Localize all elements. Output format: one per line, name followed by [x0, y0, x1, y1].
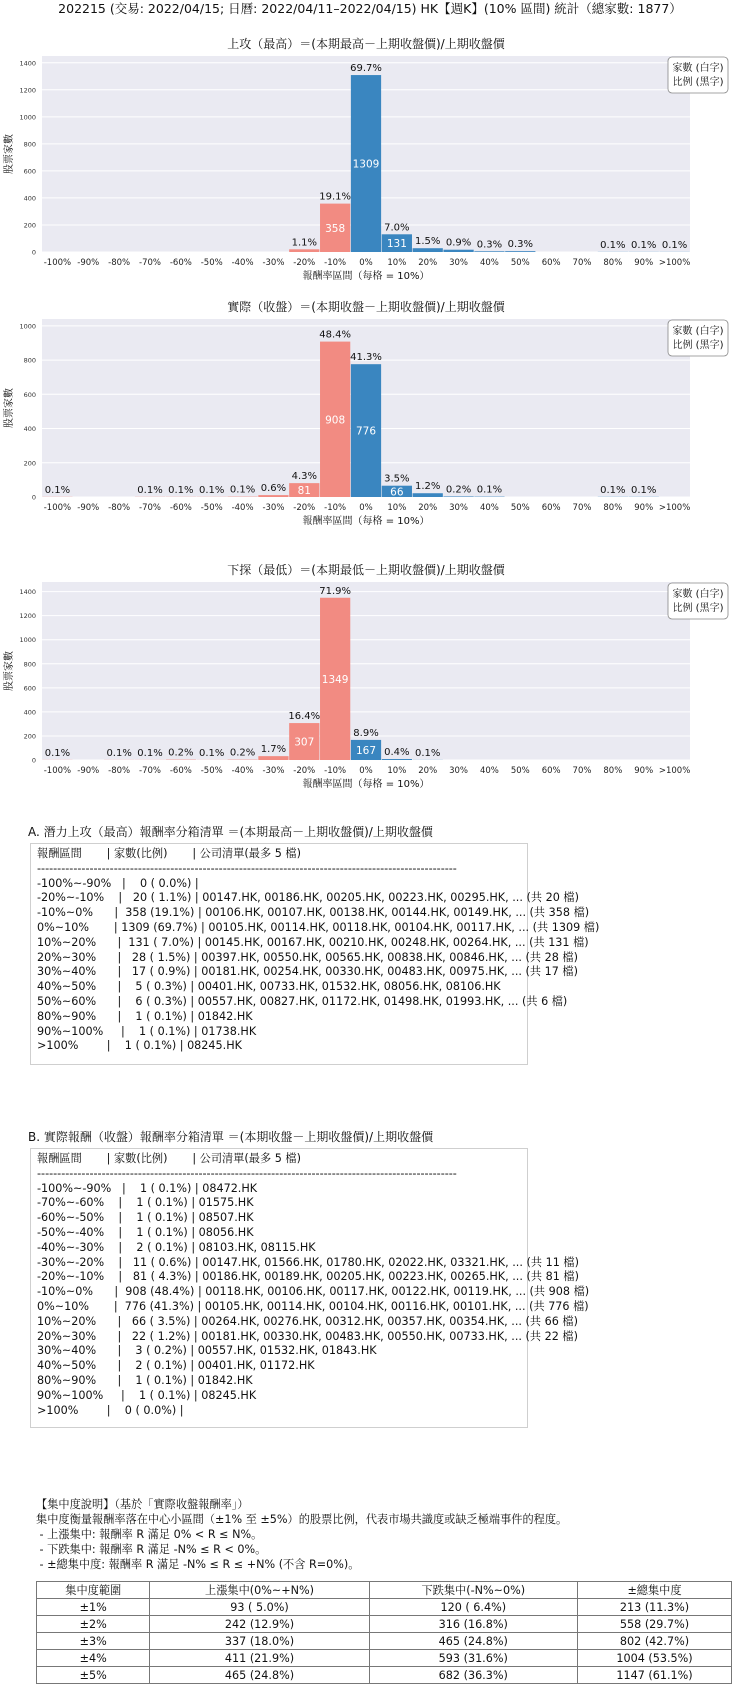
bar-pct-label: 69.7%: [350, 63, 382, 75]
x-tick-label: >100%: [658, 503, 691, 513]
bar: [258, 756, 288, 760]
table-header-cell: ±總集中度: [578, 1582, 732, 1599]
list-b-row: -40%~-30% | 2 ( 0.1%) | 08103.HK, 08115.HK: [37, 1240, 316, 1254]
bar-pct-label: 0.1%: [600, 484, 626, 496]
legend-text: 比例 (黑字): [672, 77, 724, 88]
list-a-row: 90%~100% | 1 ( 0.1%) | 01738.HK: [37, 1024, 257, 1038]
list-b-row: -20%~-10% | 81 ( 4.3%) | 00186.HK, 00189.HK, 00205.HK, 00223.HK, 00265.HK, ... (共 81 檔): [37, 1270, 579, 1284]
bar-pct-label: 1.5%: [415, 236, 441, 248]
x-tick-label: -90%: [77, 766, 100, 776]
table-cell: 558 (29.7%): [578, 1616, 732, 1633]
y-tick-label: 600: [23, 684, 36, 693]
list-b-row: 20%~30% | 22 ( 1.2%) | 00181.HK, 00330.HK, 00483.HK, 00550.HK, 00733.HK, ... (共 22 檔): [37, 1329, 578, 1343]
bar-pct-label: 0.3%: [476, 239, 503, 251]
x-tick-label: -80%: [108, 503, 131, 513]
y-tick-label: 400: [23, 425, 36, 434]
bar-pct-label: 16.4%: [288, 711, 321, 723]
x-axis-label: 報酬率區間（每格 = 10%）: [302, 271, 430, 282]
bar-count-label: 131: [386, 238, 407, 251]
bar-pct-label: 41.3%: [350, 352, 382, 364]
list-a-header: 報酬區間 | 家數(比例) | 公司清單(最多 5 檔): [37, 847, 301, 860]
bar-pct-label: 1.1%: [291, 237, 317, 249]
x-tick-label: 30%: [449, 503, 469, 513]
x-tick-label: 80%: [603, 766, 623, 776]
list-b-box: [30, 1148, 590, 1428]
table-cell: ±4%: [37, 1650, 150, 1667]
x-tick-label: 0%: [359, 503, 373, 513]
x-tick-label: 0%: [359, 258, 373, 268]
table-cell: 465 (24.8%): [369, 1633, 577, 1650]
legend-text: 家數 (白字): [672, 63, 724, 74]
bar-count-label: 776: [355, 425, 377, 438]
table-cell: 593 (31.6%): [369, 1650, 577, 1667]
concentration-note: - ±總集中度: 報酬率 R 滿足 -N% ≤ R ≤ +N% (不含 R=0%)。: [36, 1558, 360, 1571]
bar-pct-label: 0.1%: [44, 484, 71, 496]
list-a-row: -100%~-90% | 0 ( 0.0%) |: [37, 876, 199, 890]
x-tick-label: 50%: [510, 766, 530, 776]
bar-pct-label: 0.1%: [476, 484, 503, 496]
y-tick-label: 1400: [19, 59, 36, 68]
legend-text: 家數 (白字): [672, 589, 724, 600]
x-tick-label: 50%: [510, 503, 530, 513]
x-tick-label: 80%: [603, 258, 623, 268]
list-a-row: -10%~0% | 358 (19.1%) | 00106.HK, 00107.HK, 00138.HK, 00144.HK, 00149.HK, ... (共 358 檔): [37, 906, 590, 920]
x-tick-label: -40%: [231, 503, 254, 513]
y-tick-label: 0: [31, 248, 36, 257]
bar-pct-label: 0.2%: [229, 747, 256, 759]
x-tick-label: -100%: [43, 503, 72, 513]
list-b-rows: [37, 1181, 590, 1419]
page-title: 202215 (交易: 2022/04/15; 日曆: 2022/04/11–2022/04/15) HK【週K】(10% 區間) 統計（總家數: 1877）: [58, 1, 682, 16]
chart-close: [0, 297, 740, 547]
x-tick-label: -100%: [43, 766, 72, 776]
x-tick-label: -70%: [139, 503, 161, 513]
bar-pct-label: 0.1%: [631, 239, 657, 251]
y-tick-label: 600: [23, 390, 36, 399]
legend-text: 比例 (黑字): [672, 603, 724, 614]
bar-pct-label: 0.9%: [445, 237, 472, 249]
bar-pct-label: 0.1%: [199, 484, 225, 496]
bar: [382, 759, 412, 760]
bar-pct-label: 71.9%: [319, 585, 352, 597]
concentration-note: 集中度衡量報酬率落在中心小區間（±1% 至 ±5%）的股票比例，代表市場共識度或缺乏極端事件的程度。: [36, 1513, 568, 1526]
x-tick-label: 60%: [541, 766, 561, 776]
y-tick-label: 1000: [19, 113, 36, 122]
list-b-row: -10%~0% | 908 (48.4%) | 00118.HK, 00106.HK, 00117.HK, 00122.HK, 00119.HK, ... (共 908 檔): [37, 1285, 590, 1299]
list-a-row: 80%~90% | 1 ( 0.1%) | 01842.HK: [37, 1009, 253, 1023]
chart-high: [0, 34, 740, 284]
table-row: [37, 1650, 732, 1667]
bar-pct-label: 0.1%: [415, 747, 441, 759]
bar-pct-label: 0.1%: [137, 484, 163, 496]
bar: [413, 493, 443, 497]
y-axis-label: 股票家數: [4, 388, 15, 428]
bar-pct-label: 0.6%: [260, 483, 287, 495]
list-a-row: 0%~10% | 1309 (69.7%) | 00105.HK, 00114.HK, 00118.HK, 00104.HK, 00117.HK, ... (共 1309 檔): [37, 920, 600, 934]
x-tick-label: -100%: [43, 258, 72, 268]
list-b-header: 報酬區間 | 家數(比例) | 公司清單(最多 5 檔): [37, 1152, 301, 1165]
x-tick-label: -30%: [262, 766, 285, 776]
list-a-row: 10%~20% | 131 ( 7.0%) | 00145.HK, 00167.HK, 00210.HK, 00248.HK, 00264.HK, ... (共 131 檔): [37, 935, 589, 949]
table-cell: 120 ( 6.4%): [369, 1599, 577, 1616]
list-b-title: B. 實際報酬（收盤）報酬率分箱清單 ＝(本期收盤－上期收盤價)/上期收盤價: [28, 1130, 434, 1144]
table-cell: 213 (11.3%): [578, 1599, 732, 1616]
bar: [258, 495, 288, 497]
y-axis-label: 股票家數: [4, 134, 15, 174]
bar-count-label: 81: [297, 485, 311, 498]
y-tick-label: 200: [23, 459, 36, 468]
x-tick-label: -20%: [293, 766, 316, 776]
bar-pct-label: 0.1%: [631, 484, 657, 496]
list-a-rows: [37, 876, 600, 1055]
bar-pct-label: 0.2%: [445, 484, 472, 496]
x-tick-label: 80%: [603, 503, 623, 513]
list-b-row: -50%~-40% | 1 ( 0.1%) | 08056.HK: [37, 1225, 254, 1239]
bar-count-label: 1349: [321, 673, 349, 686]
x-tick-label: -40%: [231, 766, 254, 776]
table-row: [37, 1667, 732, 1684]
x-tick-label: -20%: [293, 503, 316, 513]
list-a-title: A. 潛力上攻（最高）報酬率分箱清單 ＝(本期最高－上期收盤價)/上期收盤價: [28, 825, 433, 839]
x-tick-label: 90%: [634, 258, 654, 268]
concentration-note: - 上漲集中: 報酬率 R 滿足 0% < R ≤ N%。: [36, 1528, 263, 1541]
legend-text: 家數 (白字): [672, 326, 724, 337]
bar-pct-label: 0.1%: [106, 747, 132, 759]
x-tick-label: >100%: [658, 258, 691, 268]
y-tick-label: 1400: [19, 588, 36, 597]
y-tick-label: 600: [23, 167, 36, 176]
x-tick-label: 40%: [479, 258, 499, 268]
x-tick-label: 70%: [572, 503, 592, 513]
x-tick-label: 70%: [572, 258, 592, 268]
table-row: [37, 1633, 732, 1650]
bar-pct-label: 0.1%: [168, 484, 194, 496]
list-a-divider: --------------------------------------------------------------------------------------------------------: [37, 861, 457, 875]
x-tick-label: 20%: [418, 258, 438, 268]
x-tick-label: -50%: [200, 258, 223, 268]
x-tick-label: -10%: [324, 503, 347, 513]
y-tick-label: 1000: [19, 322, 36, 331]
y-axis-label: 股票家數: [4, 651, 15, 691]
table-cell: 682 (36.3%): [369, 1667, 577, 1684]
list-a-box: [30, 843, 600, 1065]
bar-count-label: 66: [390, 486, 404, 499]
table-row: [37, 1616, 732, 1633]
x-tick-label: 70%: [572, 766, 592, 776]
y-tick-label: 1000: [19, 636, 36, 645]
bar-pct-label: 1.7%: [260, 744, 287, 756]
bar-pct-label: 0.1%: [137, 747, 163, 759]
list-b-row: -60%~-50% | 1 ( 0.1%) | 08507.HK: [37, 1211, 254, 1225]
list-a-row: 30%~40% | 17 ( 0.9%) | 00181.HK, 00254.HK, 00330.HK, 00483.HK, 00975.HK, ... (共 17 檔): [37, 965, 578, 979]
x-tick-label: 90%: [634, 766, 654, 776]
x-tick-label: >100%: [658, 766, 691, 776]
x-tick-label: 10%: [387, 258, 407, 268]
bar: [474, 251, 504, 252]
list-b-row: -100%~-90% | 1 ( 0.1%) | 08472.HK: [37, 1181, 258, 1195]
bar-count-label: 307: [294, 736, 315, 749]
x-tick-label: -30%: [262, 503, 285, 513]
x-tick-label: -70%: [139, 258, 161, 268]
list-b-row: >100% | 0 ( 0.0%) |: [37, 1403, 184, 1417]
table-cell: 465 (24.8%): [150, 1667, 369, 1684]
y-tick-label: 400: [23, 708, 36, 717]
concentration-table: [36, 1581, 732, 1684]
x-tick-label: 30%: [449, 766, 469, 776]
bar: [443, 496, 473, 497]
x-tick-label: -50%: [200, 766, 223, 776]
table-header-cell: 集中度範圍: [37, 1582, 150, 1599]
table-cell: ±3%: [37, 1633, 150, 1650]
x-tick-label: -90%: [77, 258, 100, 268]
y-tick-label: 1200: [19, 612, 36, 621]
x-tick-label: -80%: [108, 766, 131, 776]
table-cell: 802 (42.7%): [578, 1633, 732, 1650]
concentration-table-header: [37, 1582, 732, 1599]
x-tick-label: 40%: [479, 503, 499, 513]
list-a-row: 20%~30% | 28 ( 1.5%) | 00397.HK, 00550.HK, 00565.HK, 00838.HK, 00846.HK, ... (共 28 檔): [37, 950, 578, 964]
bar-pct-label: 3.5%: [384, 473, 410, 485]
table-cell: ±2%: [37, 1616, 150, 1633]
list-b-row: 80%~90% | 1 ( 0.1%) | 01842.HK: [37, 1373, 253, 1387]
x-tick-label: 0%: [359, 766, 373, 776]
y-tick-label: 0: [31, 756, 36, 765]
bar-pct-label: 0.2%: [168, 747, 194, 759]
legend-text: 比例 (黑字): [672, 340, 724, 351]
x-axis-label: 報酬率區間（每格 = 10%）: [302, 516, 430, 527]
list-b-row: 0%~10% | 776 (41.3%) | 00105.HK, 00114.HK, 00104.HK, 00116.HK, 00101.HK, ... (共 776 檔): [37, 1299, 589, 1313]
concentration-note: - 下跌集中: 報酬率 R 滿足 -N% ≤ R < 0%。: [36, 1543, 267, 1556]
table-cell: 1147 (61.1%): [578, 1667, 732, 1684]
bar: [289, 249, 319, 252]
table-cell: ±5%: [37, 1667, 150, 1684]
bar-count-label: 1309: [352, 158, 380, 171]
bar-pct-label: 0.4%: [384, 747, 410, 759]
x-tick-label: -20%: [293, 258, 316, 268]
x-tick-label: 20%: [418, 503, 438, 513]
x-tick-label: -60%: [169, 503, 192, 513]
y-tick-label: 200: [23, 732, 36, 741]
y-tick-label: 1200: [19, 86, 36, 95]
x-tick-label: 50%: [510, 258, 530, 268]
table-cell: 337 (18.0%): [150, 1633, 369, 1650]
list-b-row: -70%~-60% | 1 ( 0.1%) | 01575.HK: [37, 1196, 254, 1210]
list-b-divider: --------------------------------------------------------------------------------------------------------: [37, 1166, 457, 1180]
x-tick-label: 90%: [634, 503, 654, 513]
bar-pct-label: 19.1%: [319, 191, 352, 203]
x-tick-label: -70%: [139, 766, 161, 776]
bar: [505, 251, 535, 252]
bar-count-label: 167: [355, 744, 377, 757]
table-cell: 411 (21.9%): [150, 1650, 369, 1667]
bar-count-label: 908: [325, 414, 346, 427]
bar-count-label: 358: [325, 222, 346, 235]
table-cell: 1004 (53.5%): [578, 1650, 732, 1667]
chart-title: 上攻（最高）＝(本期最高－上期收盤價)/上期收盤價: [227, 37, 505, 51]
x-tick-label: 60%: [541, 503, 561, 513]
table-cell: 242 (12.9%): [150, 1616, 369, 1633]
x-tick-label: -80%: [108, 258, 131, 268]
x-tick-label: -50%: [200, 503, 223, 513]
list-b-row: 90%~100% | 1 ( 0.1%) | 08245.HK: [37, 1388, 257, 1402]
bar-pct-label: 0.3%: [507, 239, 533, 251]
x-tick-label: -90%: [77, 503, 100, 513]
y-tick-label: 400: [23, 194, 36, 203]
table-cell: ±1%: [37, 1599, 150, 1616]
table-cell: 93 ( 5.0%): [150, 1599, 369, 1616]
bar-pct-label: 7.0%: [384, 222, 410, 234]
list-b-row: -30%~-20% | 11 ( 0.6%) | 00147.HK, 01566.HK, 01780.HK, 02022.HK, 03321.HK, ... (共 11 檔): [37, 1255, 579, 1269]
x-tick-label: -60%: [169, 258, 192, 268]
list-b-row: 40%~50% | 2 ( 0.1%) | 00401.HK, 01172.HK: [37, 1359, 315, 1373]
bar-pct-label: 0.1%: [44, 747, 71, 759]
bar: [413, 248, 443, 252]
x-tick-label: 10%: [387, 766, 407, 776]
x-tick-label: 60%: [541, 258, 561, 268]
chart-low: [0, 560, 740, 820]
list-b-row: 10%~20% | 66 ( 3.5%) | 00264.HK, 00276.HK, 00312.HK, 00357.HK, 00354.HK, ... (共 66 檔): [37, 1314, 578, 1328]
y-tick-label: 200: [23, 221, 36, 230]
x-tick-label: -40%: [231, 258, 254, 268]
x-tick-label: -10%: [324, 258, 347, 268]
table-cell: 316 (16.8%): [369, 1616, 577, 1633]
y-tick-label: 0: [31, 493, 36, 502]
table-header-cell: 上漲集中(0%~+N%): [150, 1582, 369, 1599]
bar-pct-label: 1.2%: [415, 481, 441, 493]
table-header-cell: 下跌集中(-N%~0%): [369, 1582, 577, 1599]
x-tick-label: 40%: [479, 766, 499, 776]
concentration-note: 【集中度說明】（基於「實際收盤報酬率」）: [36, 1498, 249, 1511]
chart-title: 實際（收盤）＝(本期收盤－上期收盤價)/上期收盤價: [227, 300, 505, 314]
y-tick-label: 800: [23, 140, 36, 149]
concentration-table-body: [37, 1599, 732, 1684]
chart-title: 下探（最低）＝(本期最低－上期收盤價)/上期收盤價: [227, 563, 505, 577]
x-tick-label: -60%: [169, 766, 192, 776]
bar-pct-label: 8.9%: [353, 727, 379, 739]
bar-pct-label: 0.1%: [600, 239, 626, 251]
bar: [443, 250, 473, 252]
list-a-row: -20%~-10% | 20 ( 1.1%) | 00147.HK, 00186.HK, 00205.HK, 00223.HK, 00295.HK, ... (共 20 檔): [37, 891, 579, 905]
bar-pct-label: 0.1%: [661, 239, 688, 251]
bar-pct-label: 0.1%: [199, 747, 225, 759]
list-a-row: >100% | 1 ( 0.1%) | 08245.HK: [37, 1039, 242, 1053]
list-b-row: 30%~40% | 3 ( 0.2%) | 00557.HK, 01532.HK, 01843.HK: [37, 1344, 377, 1358]
bar-pct-label: 4.3%: [291, 471, 317, 483]
table-row: [37, 1599, 732, 1616]
bar-pct-label: 0.1%: [229, 484, 256, 496]
list-a-row: 50%~60% | 6 ( 0.3%) | 00557.HK, 00827.HK, 01172.HK, 01498.HK, 01993.HK, ... (共 6 檔): [37, 994, 568, 1008]
x-tick-label: -10%: [324, 766, 347, 776]
y-tick-label: 800: [23, 356, 36, 365]
concentration-notes: [36, 1497, 567, 1572]
x-tick-label: -30%: [262, 258, 285, 268]
x-tick-label: 30%: [449, 258, 469, 268]
x-tick-label: 10%: [387, 503, 407, 513]
y-tick-label: 800: [23, 660, 36, 669]
bar-pct-label: 48.4%: [319, 329, 352, 341]
list-a-row: 40%~50% | 5 ( 0.3%) | 00401.HK, 00733.HK, 01532.HK, 08056.HK, 08106.HK: [37, 980, 501, 994]
x-tick-label: 20%: [418, 766, 438, 776]
x-axis-label: 報酬率區間（每格 = 10%）: [302, 779, 430, 790]
